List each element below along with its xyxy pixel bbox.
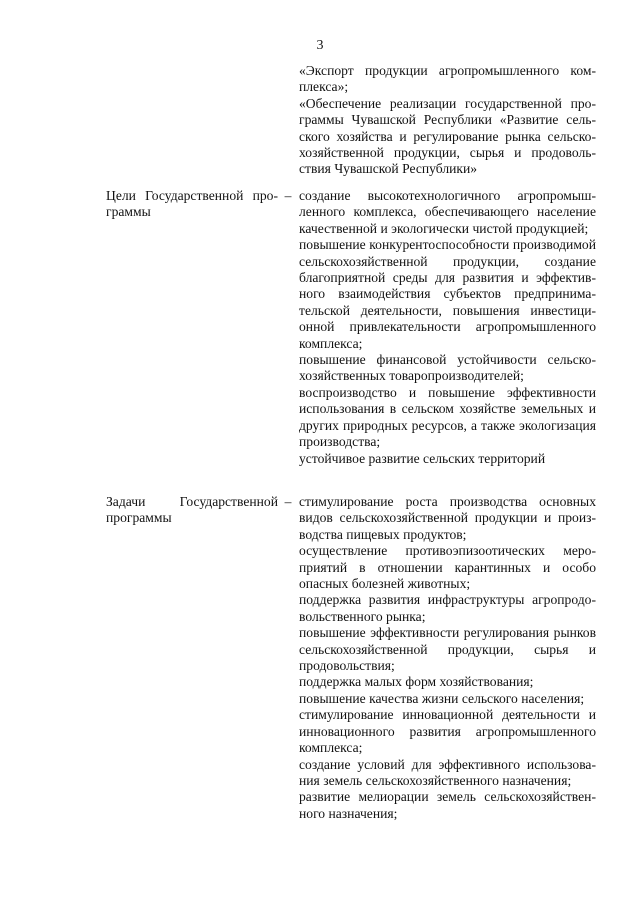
intro-subprograms-list <box>299 63 596 178</box>
intro-item: «Экспорт продукции агропромышленного комплекса»; <box>299 63 596 95</box>
goal-item: воспроизводство и повышение эффективности использования в сельском хозяйстве земельных и других природных ресурсов, а также экологизация производства; <box>299 384 596 450</box>
tasks-dash: – <box>284 494 292 509</box>
task-item: стимулирование роста производства основных видов сельскохозяйственной продукции и производства пищевых продуктов; <box>299 494 596 542</box>
tasks-label-line1: Задачи Государственной <box>106 494 278 509</box>
goals-label <box>106 188 278 221</box>
goals-list <box>299 188 596 467</box>
task-item: повышение эффективности регулирования рынков сельскохозяйственной продукции, сырья и продовольствия; <box>299 625 596 674</box>
page-number: 3 <box>316 38 324 53</box>
intro-item: «Обеспечение реализации государственной программы Чувашской Республики «Развитие сельского хозяйства и регулирование рынка сельскохозяйственной продукции, сырья и продовольствия Чувашской Республики» <box>299 95 596 177</box>
task-item: развитие мелиорации земель сельскохозяйственного назначения; <box>299 789 596 821</box>
goals-dash: – <box>284 188 292 203</box>
task-item: поддержка развития инфраструктуры агропродовольственного рынка; <box>299 592 596 624</box>
goal-item: устойчивое развитие сельских территорий <box>299 450 546 466</box>
goal-item: повышение конкурентоспособности производимой сельскохозяйственной продукции, создание благоприятной среды для развития и эффективного взаимодействия субъектов предпринимательской деятельности, повышения инвестиционной привлекательности агропромышленного комплекса; <box>299 237 596 351</box>
goal-item: повышение финансовой устойчивости сельскохозяйственных товаропроизводителей; <box>299 352 596 384</box>
tasks-label <box>106 494 278 527</box>
task-item: осуществление противоэпизоотических мероприятий в отношении карантинных и особо опасных болезней животных; <box>299 543 596 592</box>
task-item: стимулирование инновационной деятельности и инновационного развития агропромышленного комплекса; <box>299 707 596 756</box>
goal-item: создание высокотехнологичного агропромышленного комплекса, обеспечивающего население качественной и экологически чистой продукцией; <box>299 188 596 236</box>
goals-label-line2: граммы <box>106 204 151 220</box>
tasks-label-line2: программы <box>106 510 172 526</box>
tasks-list <box>299 494 596 822</box>
task-item: создание условий для эффективного использования земель сельскохозяйственного назначения; <box>299 756 596 788</box>
task-item: повышение качества жизни сельского населения; <box>299 690 585 706</box>
goals-label-line1: Цели Государственной про- <box>106 188 278 203</box>
task-item: поддержка малых форм хозяйствования; <box>299 674 534 690</box>
